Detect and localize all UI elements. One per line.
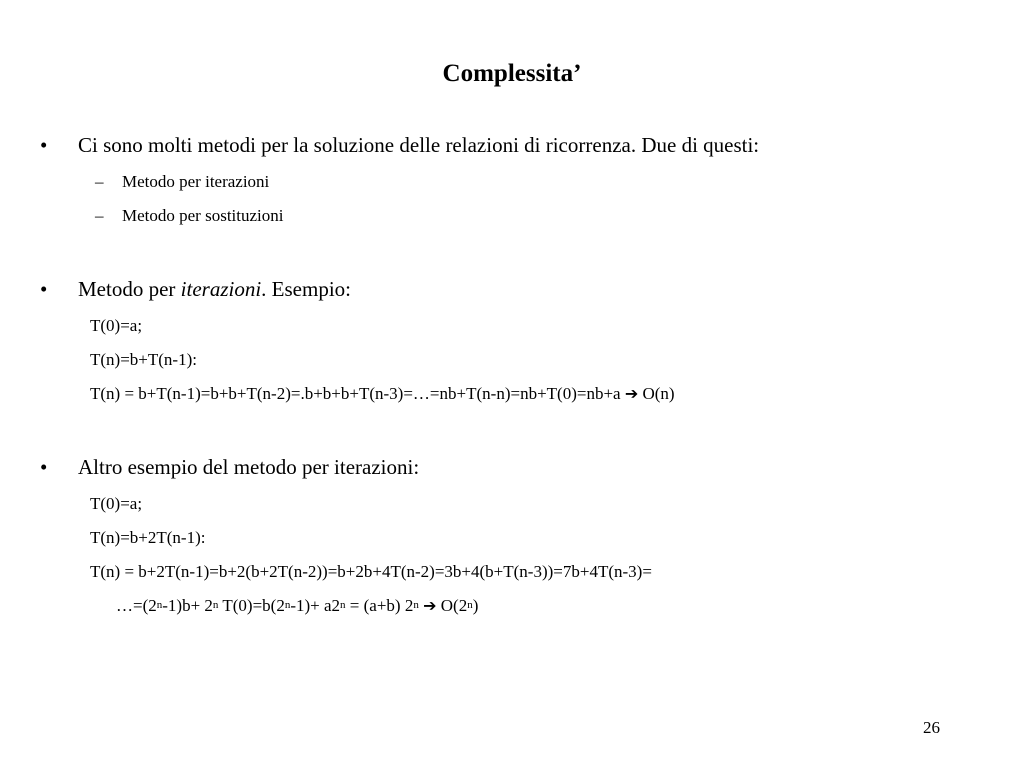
exponent-n: n	[340, 599, 346, 611]
text-before: Metodo per	[78, 277, 181, 301]
text-italic: iterazioni	[180, 277, 262, 301]
bullet-text-another-example: Altro esempio del metodo per iterazioni:	[78, 455, 420, 479]
bullet-marker: •	[40, 455, 48, 479]
exponent-n: n	[156, 599, 163, 611]
text-after: . Esempio:	[261, 277, 351, 301]
dash-marker: –	[95, 172, 104, 191]
equation-text: T(n) = b+T(n-1)=b+b+T(n-2)=.b+b+b+T(n-3)=…=nb+T(n-n)=nb+T(0)=nb+a	[90, 384, 621, 403]
equation-line: T(0)=a;	[90, 316, 143, 335]
bullet-text-iteration-method	[78, 274, 351, 304]
equation-line: T(n) = b+2T(n-1)=b+2(b+2T(n-2))=b+2b+4T(n-2)=3b+4(b+T(n-3))=7b+4T(n-3)=	[90, 562, 652, 581]
equation-line: T(n)=b+2T(n-1):	[90, 528, 206, 547]
subitem-substitutions: Metodo per sostituzioni	[122, 206, 284, 225]
complexity-result: O(n)	[642, 384, 675, 403]
dash-marker: –	[95, 206, 104, 225]
eq-part: = (a+b) 2	[345, 596, 414, 615]
arrow-right-icon: ➔	[423, 596, 437, 615]
slide-title: Complessita’	[442, 60, 582, 87]
bullet-marker: •	[40, 277, 48, 301]
subitem-iterations: Metodo per iterazioni	[122, 172, 270, 191]
exponent-n: n	[284, 599, 291, 611]
exponent-n: n	[212, 599, 219, 611]
exponent-n: n	[467, 599, 473, 611]
eq-part: -1)+ a2	[290, 596, 341, 615]
exponent-n: n	[413, 599, 419, 611]
eq-part: …=(2	[116, 596, 157, 615]
eq-part: )	[472, 596, 479, 615]
eq-part: T(0)=b(2	[218, 596, 285, 615]
arrow-right-icon: ➔	[624, 384, 639, 403]
bullet-text-methods: Ci sono molti metodi per la soluzione delle relazioni di ricorrenza. Due di questi:	[78, 133, 760, 157]
page-number: 26	[923, 718, 940, 737]
equation-line: T(n)=b+T(n-1):	[90, 350, 197, 369]
equation-line	[90, 381, 675, 407]
eq-part: -1)b+ 2	[162, 596, 213, 615]
equation-line: T(0)=a;	[90, 494, 143, 513]
bullet-marker: •	[40, 133, 48, 157]
complexity-result: O(2	[440, 596, 468, 615]
equation-continuation	[116, 593, 478, 619]
